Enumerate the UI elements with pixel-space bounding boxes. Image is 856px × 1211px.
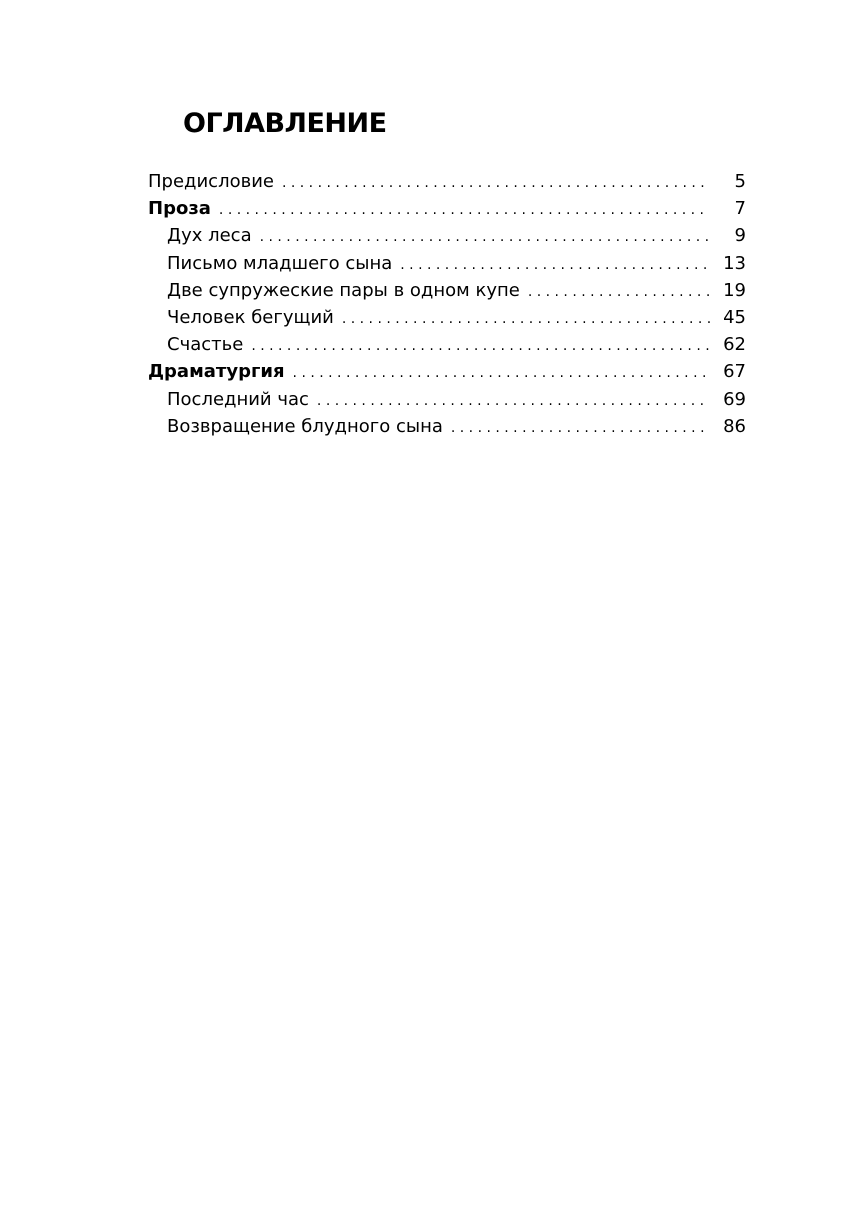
toc-page-number: 7 [734, 198, 746, 220]
toc-entry-title: Возвращение блудного сына [167, 415, 443, 437]
toc-page-number: 19 [723, 279, 746, 301]
toc-entry-title: Две супружеские пары в одном купе [167, 279, 520, 301]
toc-section-drama[interactable] [148, 358, 746, 385]
toc-page-number: 67 [723, 361, 746, 383]
toc-entry-two-couples[interactable] [148, 277, 746, 304]
dot-leader [342, 306, 710, 333]
toc-entry-title: Дух леса [167, 225, 252, 247]
dot-leader [528, 279, 710, 306]
toc-section-prose[interactable] [148, 195, 746, 222]
toc-entry-title: Драматургия [148, 361, 285, 383]
toc-entry-happiness[interactable] [148, 331, 746, 358]
toc-page-number: 9 [734, 225, 746, 247]
toc-entry-title: Последний час [167, 388, 309, 410]
toc-list [148, 168, 746, 440]
dot-leader [451, 415, 710, 442]
dot-leader [251, 333, 710, 360]
toc-entry-preface[interactable] [148, 168, 746, 195]
toc-page-number: 86 [723, 415, 746, 437]
dot-leader [400, 252, 710, 279]
dot-leader [293, 360, 710, 387]
toc-page-number: 69 [723, 388, 746, 410]
dot-leader [317, 388, 710, 415]
dot-leader [282, 170, 710, 197]
toc-entry-title: Человек бегущий [167, 306, 334, 328]
toc-page-number: 5 [734, 171, 746, 192]
toc-entry-title: Письмо младшего сына [167, 252, 393, 274]
toc-entry-prodigal-son[interactable] [148, 413, 746, 440]
toc-page-number: 13 [723, 252, 746, 274]
dot-leader [219, 197, 710, 224]
toc-page-number: 62 [723, 334, 746, 356]
toc-entry-title: Счастье [167, 334, 244, 356]
toc-title: ОГЛАВЛЕНИЕ [183, 108, 387, 139]
toc-entry-last-hour[interactable] [148, 386, 746, 413]
toc-entry-title: Проза [148, 198, 211, 220]
toc-entry-running-man[interactable] [148, 304, 746, 331]
dot-leader [260, 224, 710, 251]
toc-entry-forest-spirit[interactable] [148, 222, 746, 249]
toc-entry-title: Предисловие [148, 171, 274, 192]
toc-page-number: 45 [723, 306, 746, 328]
toc-entry-younger-son-letter[interactable] [148, 250, 746, 277]
